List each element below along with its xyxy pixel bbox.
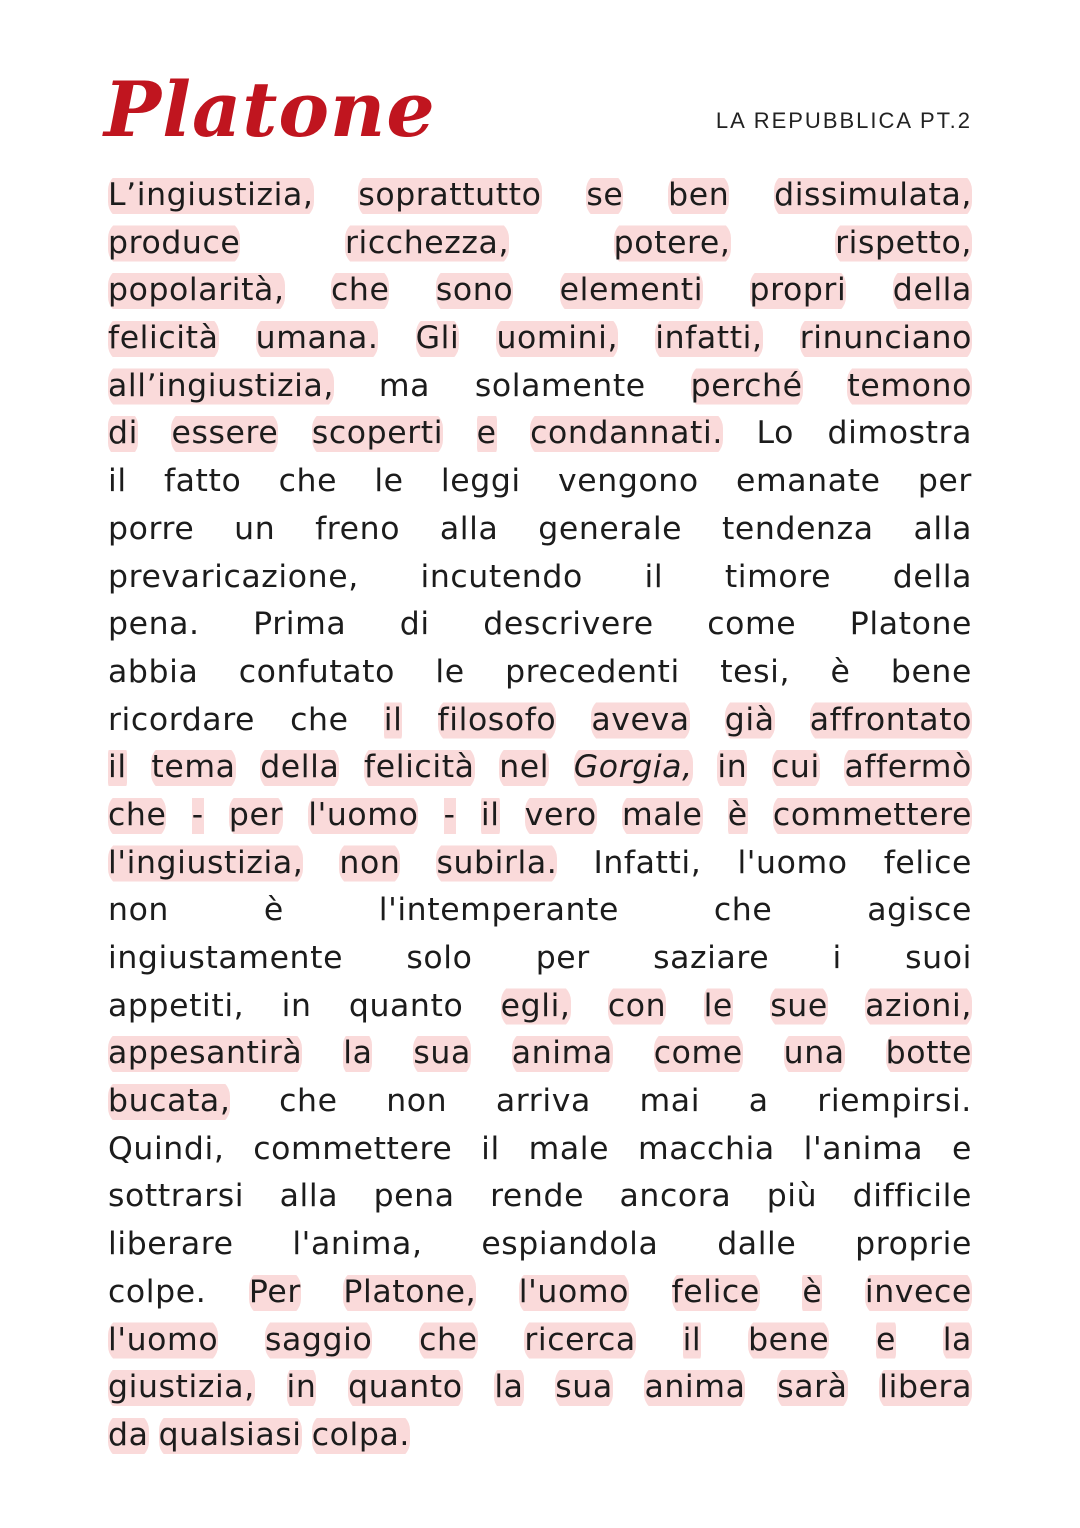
word: colpe. xyxy=(108,1273,207,1310)
word: saziare xyxy=(653,940,770,976)
text-line xyxy=(108,554,972,602)
word: Quindi, xyxy=(108,1130,225,1167)
word: in xyxy=(281,987,312,1024)
word: è xyxy=(830,653,851,690)
word: sue xyxy=(770,983,828,1031)
text-line xyxy=(108,887,972,935)
word: appetiti, xyxy=(108,987,245,1024)
word: Gli xyxy=(416,315,460,363)
word: propri xyxy=(750,267,847,315)
text-line xyxy=(108,601,972,649)
word: ancora xyxy=(619,1178,732,1215)
word: che xyxy=(290,701,349,738)
page-header xyxy=(0,0,1080,170)
word: la xyxy=(943,1317,972,1365)
word: vero xyxy=(525,792,597,840)
word: mai xyxy=(639,1083,701,1120)
word: vengono xyxy=(558,463,699,500)
word: proprie xyxy=(855,1226,972,1263)
word: con xyxy=(608,983,666,1031)
word: affrontato xyxy=(810,697,972,745)
word: è xyxy=(728,792,748,840)
word: è xyxy=(802,1269,822,1317)
word: ma xyxy=(378,367,431,404)
word: bucata, xyxy=(108,1078,230,1126)
word: il xyxy=(384,697,403,745)
word: agisce xyxy=(867,892,972,929)
word: non xyxy=(386,1083,448,1120)
word: tesi, xyxy=(720,653,791,690)
word: se xyxy=(586,172,623,220)
word: il xyxy=(644,558,664,595)
word: generale xyxy=(538,510,683,547)
text-line xyxy=(108,1030,972,1078)
word: L’ingiustizia, xyxy=(108,172,314,220)
word: che xyxy=(108,792,166,840)
text-line xyxy=(108,649,972,697)
text-line xyxy=(108,506,972,554)
word: botte xyxy=(886,1030,972,1078)
word: felicità xyxy=(364,744,475,792)
word: per xyxy=(917,463,972,500)
text-line xyxy=(108,1364,972,1412)
word: leggi xyxy=(440,463,521,500)
word: sottrarsi xyxy=(108,1178,245,1215)
text-line xyxy=(108,1221,972,1269)
word: liberare xyxy=(108,1226,234,1263)
word: infatti, xyxy=(655,315,762,363)
word: per xyxy=(229,792,283,840)
word: il xyxy=(481,792,500,840)
word: che xyxy=(331,267,389,315)
word: emanate xyxy=(735,463,881,500)
word: le xyxy=(435,653,465,690)
text-line xyxy=(108,363,972,411)
word: la xyxy=(494,1364,523,1412)
word: tendenza xyxy=(721,510,874,547)
word: l'anima, xyxy=(292,1226,423,1263)
word: il xyxy=(108,744,127,792)
word: subirla. xyxy=(436,840,557,888)
word: rinunciano xyxy=(800,315,972,363)
text-line xyxy=(108,1269,972,1317)
word: una xyxy=(784,1030,845,1078)
word: l'intemperante xyxy=(378,892,619,929)
word: elementi xyxy=(560,267,703,315)
word: bene xyxy=(890,653,972,690)
word: invece xyxy=(865,1269,972,1317)
word: sua xyxy=(413,1030,470,1078)
word: dissimulata, xyxy=(774,172,972,220)
word: produce xyxy=(108,220,240,268)
word: non xyxy=(108,892,170,929)
text-line xyxy=(108,744,972,792)
word: popolarità, xyxy=(108,267,285,315)
text-line xyxy=(108,1317,972,1365)
word: che xyxy=(713,892,773,929)
word: ricerca xyxy=(524,1317,635,1365)
word: felice xyxy=(672,1269,760,1317)
word: Infatti, xyxy=(593,844,702,881)
page-title: Platone xyxy=(104,65,436,154)
word: l'ingiustizia, xyxy=(108,840,303,888)
word: della xyxy=(260,744,339,792)
word: quanto xyxy=(348,1364,462,1412)
word: ricchezza, xyxy=(345,220,509,268)
word: timore xyxy=(724,558,832,595)
word: confutato xyxy=(238,653,396,690)
word: affermò xyxy=(844,744,971,792)
text-line xyxy=(108,1078,972,1126)
word: ricordare xyxy=(108,701,256,738)
text-line xyxy=(108,1173,972,1221)
word: l'uomo xyxy=(519,1269,629,1317)
word: che xyxy=(279,1083,338,1120)
word: come xyxy=(707,606,797,643)
word: le xyxy=(704,983,733,1031)
word: porre xyxy=(108,510,195,547)
page-subtitle: LA REPUBBLICA PT.2 xyxy=(715,108,972,133)
word: egli, xyxy=(501,983,571,1031)
word: sarà xyxy=(777,1364,847,1412)
word: libera xyxy=(879,1364,972,1412)
word: alla xyxy=(913,510,972,547)
word: fatto xyxy=(163,463,242,500)
word: freno xyxy=(315,510,401,547)
word: - xyxy=(192,792,204,840)
word: alla xyxy=(279,1178,339,1215)
word: arriva xyxy=(495,1083,591,1120)
word: male xyxy=(528,1130,610,1167)
word: Prima xyxy=(253,606,347,643)
word: prevaricazione, xyxy=(108,558,359,595)
word: alla xyxy=(439,510,499,547)
word: a xyxy=(748,1083,769,1120)
word: non xyxy=(339,840,400,888)
word: l'uomo xyxy=(108,1317,218,1365)
word: pena xyxy=(373,1178,455,1215)
word: e xyxy=(876,1317,896,1365)
word: giustizia, xyxy=(108,1364,255,1412)
text-line xyxy=(108,983,972,1031)
word: di xyxy=(399,606,430,643)
word: scoperti xyxy=(312,410,443,458)
word: descrivere xyxy=(483,606,654,643)
word: umana. xyxy=(256,315,379,363)
word: già xyxy=(725,697,775,745)
word: difficile xyxy=(852,1178,972,1215)
word: felicità xyxy=(108,315,219,363)
word: suoi xyxy=(905,940,972,976)
word: da xyxy=(108,1412,149,1460)
word: solamente xyxy=(474,367,646,404)
word: qualsiasi xyxy=(159,1412,302,1460)
text-line xyxy=(108,1126,972,1174)
word: azioni, xyxy=(865,983,972,1031)
text-line xyxy=(108,220,972,268)
word: il xyxy=(481,1130,500,1167)
word: saggio xyxy=(265,1317,372,1365)
word: in xyxy=(717,744,747,792)
word: soprattutto xyxy=(358,172,541,220)
word: il xyxy=(108,463,127,500)
text-line xyxy=(108,792,972,840)
word: bene xyxy=(748,1317,829,1365)
word: uomini, xyxy=(496,315,618,363)
word: anima xyxy=(644,1364,745,1412)
word: all’ingiustizia, xyxy=(108,363,334,411)
word: un xyxy=(234,510,276,547)
word: l'uomo xyxy=(737,844,848,881)
word: dalle xyxy=(717,1226,797,1263)
word: colpa. xyxy=(312,1412,410,1460)
word: le xyxy=(374,463,404,500)
word: e xyxy=(952,1130,972,1167)
word: è xyxy=(263,892,284,929)
text-line xyxy=(108,935,972,983)
word: nel xyxy=(499,744,549,792)
text-line xyxy=(108,1412,972,1460)
word: i xyxy=(832,940,842,976)
text-line xyxy=(108,172,972,220)
word: per xyxy=(535,940,590,976)
word: Gorgia, xyxy=(574,744,693,792)
word: Platone xyxy=(849,606,972,643)
word: cui xyxy=(772,744,820,792)
text-line xyxy=(108,315,972,363)
word: il xyxy=(683,1317,702,1365)
word: - xyxy=(444,792,456,840)
word: precedenti xyxy=(505,653,680,690)
word: l'uomo xyxy=(308,792,418,840)
word: quanto xyxy=(348,987,464,1024)
word: riempirsi. xyxy=(817,1083,972,1120)
word: che xyxy=(419,1317,477,1365)
word: in xyxy=(287,1364,317,1412)
text-line xyxy=(108,458,972,506)
word: anima xyxy=(512,1030,613,1078)
word: della xyxy=(893,267,972,315)
word: Lo xyxy=(756,415,794,452)
word: espiandola xyxy=(481,1226,659,1263)
word: essere xyxy=(171,410,278,458)
word: più xyxy=(766,1178,818,1215)
word: e xyxy=(477,410,497,458)
word: solo xyxy=(406,940,473,976)
text-line xyxy=(108,267,972,315)
body-paragraph xyxy=(108,172,972,1460)
word: sono xyxy=(436,267,513,315)
word: Per xyxy=(249,1269,301,1317)
word: Platone, xyxy=(343,1269,476,1317)
word: commettere xyxy=(253,1130,453,1167)
word: macchia xyxy=(637,1130,775,1167)
word: che xyxy=(278,463,338,500)
word: condannati. xyxy=(530,410,723,458)
word: aveva xyxy=(591,697,689,745)
word: rispetto, xyxy=(835,220,972,268)
word: sua xyxy=(555,1364,612,1412)
text-line xyxy=(108,410,972,458)
word: di xyxy=(108,410,138,458)
word: incutendo xyxy=(420,558,583,595)
word: della xyxy=(892,558,972,595)
word: tema xyxy=(151,744,235,792)
word: felice xyxy=(883,844,972,881)
text-line xyxy=(108,840,972,888)
word: la xyxy=(343,1030,372,1078)
word: temono xyxy=(847,363,972,411)
word: ingiustamente xyxy=(108,940,344,976)
word: ben xyxy=(668,172,729,220)
word: abbia xyxy=(108,653,199,690)
word: filosofo xyxy=(438,697,557,745)
word: appesantirà xyxy=(108,1030,302,1078)
text-line xyxy=(108,697,972,745)
word: potere, xyxy=(614,220,731,268)
word: male xyxy=(622,792,703,840)
word: perché xyxy=(691,363,803,411)
word: dimostra xyxy=(827,415,972,452)
word: come xyxy=(654,1030,743,1078)
word: l'anima xyxy=(803,1130,924,1167)
word: commettere xyxy=(773,792,972,840)
word: pena. xyxy=(108,606,200,643)
word: rende xyxy=(490,1178,585,1215)
